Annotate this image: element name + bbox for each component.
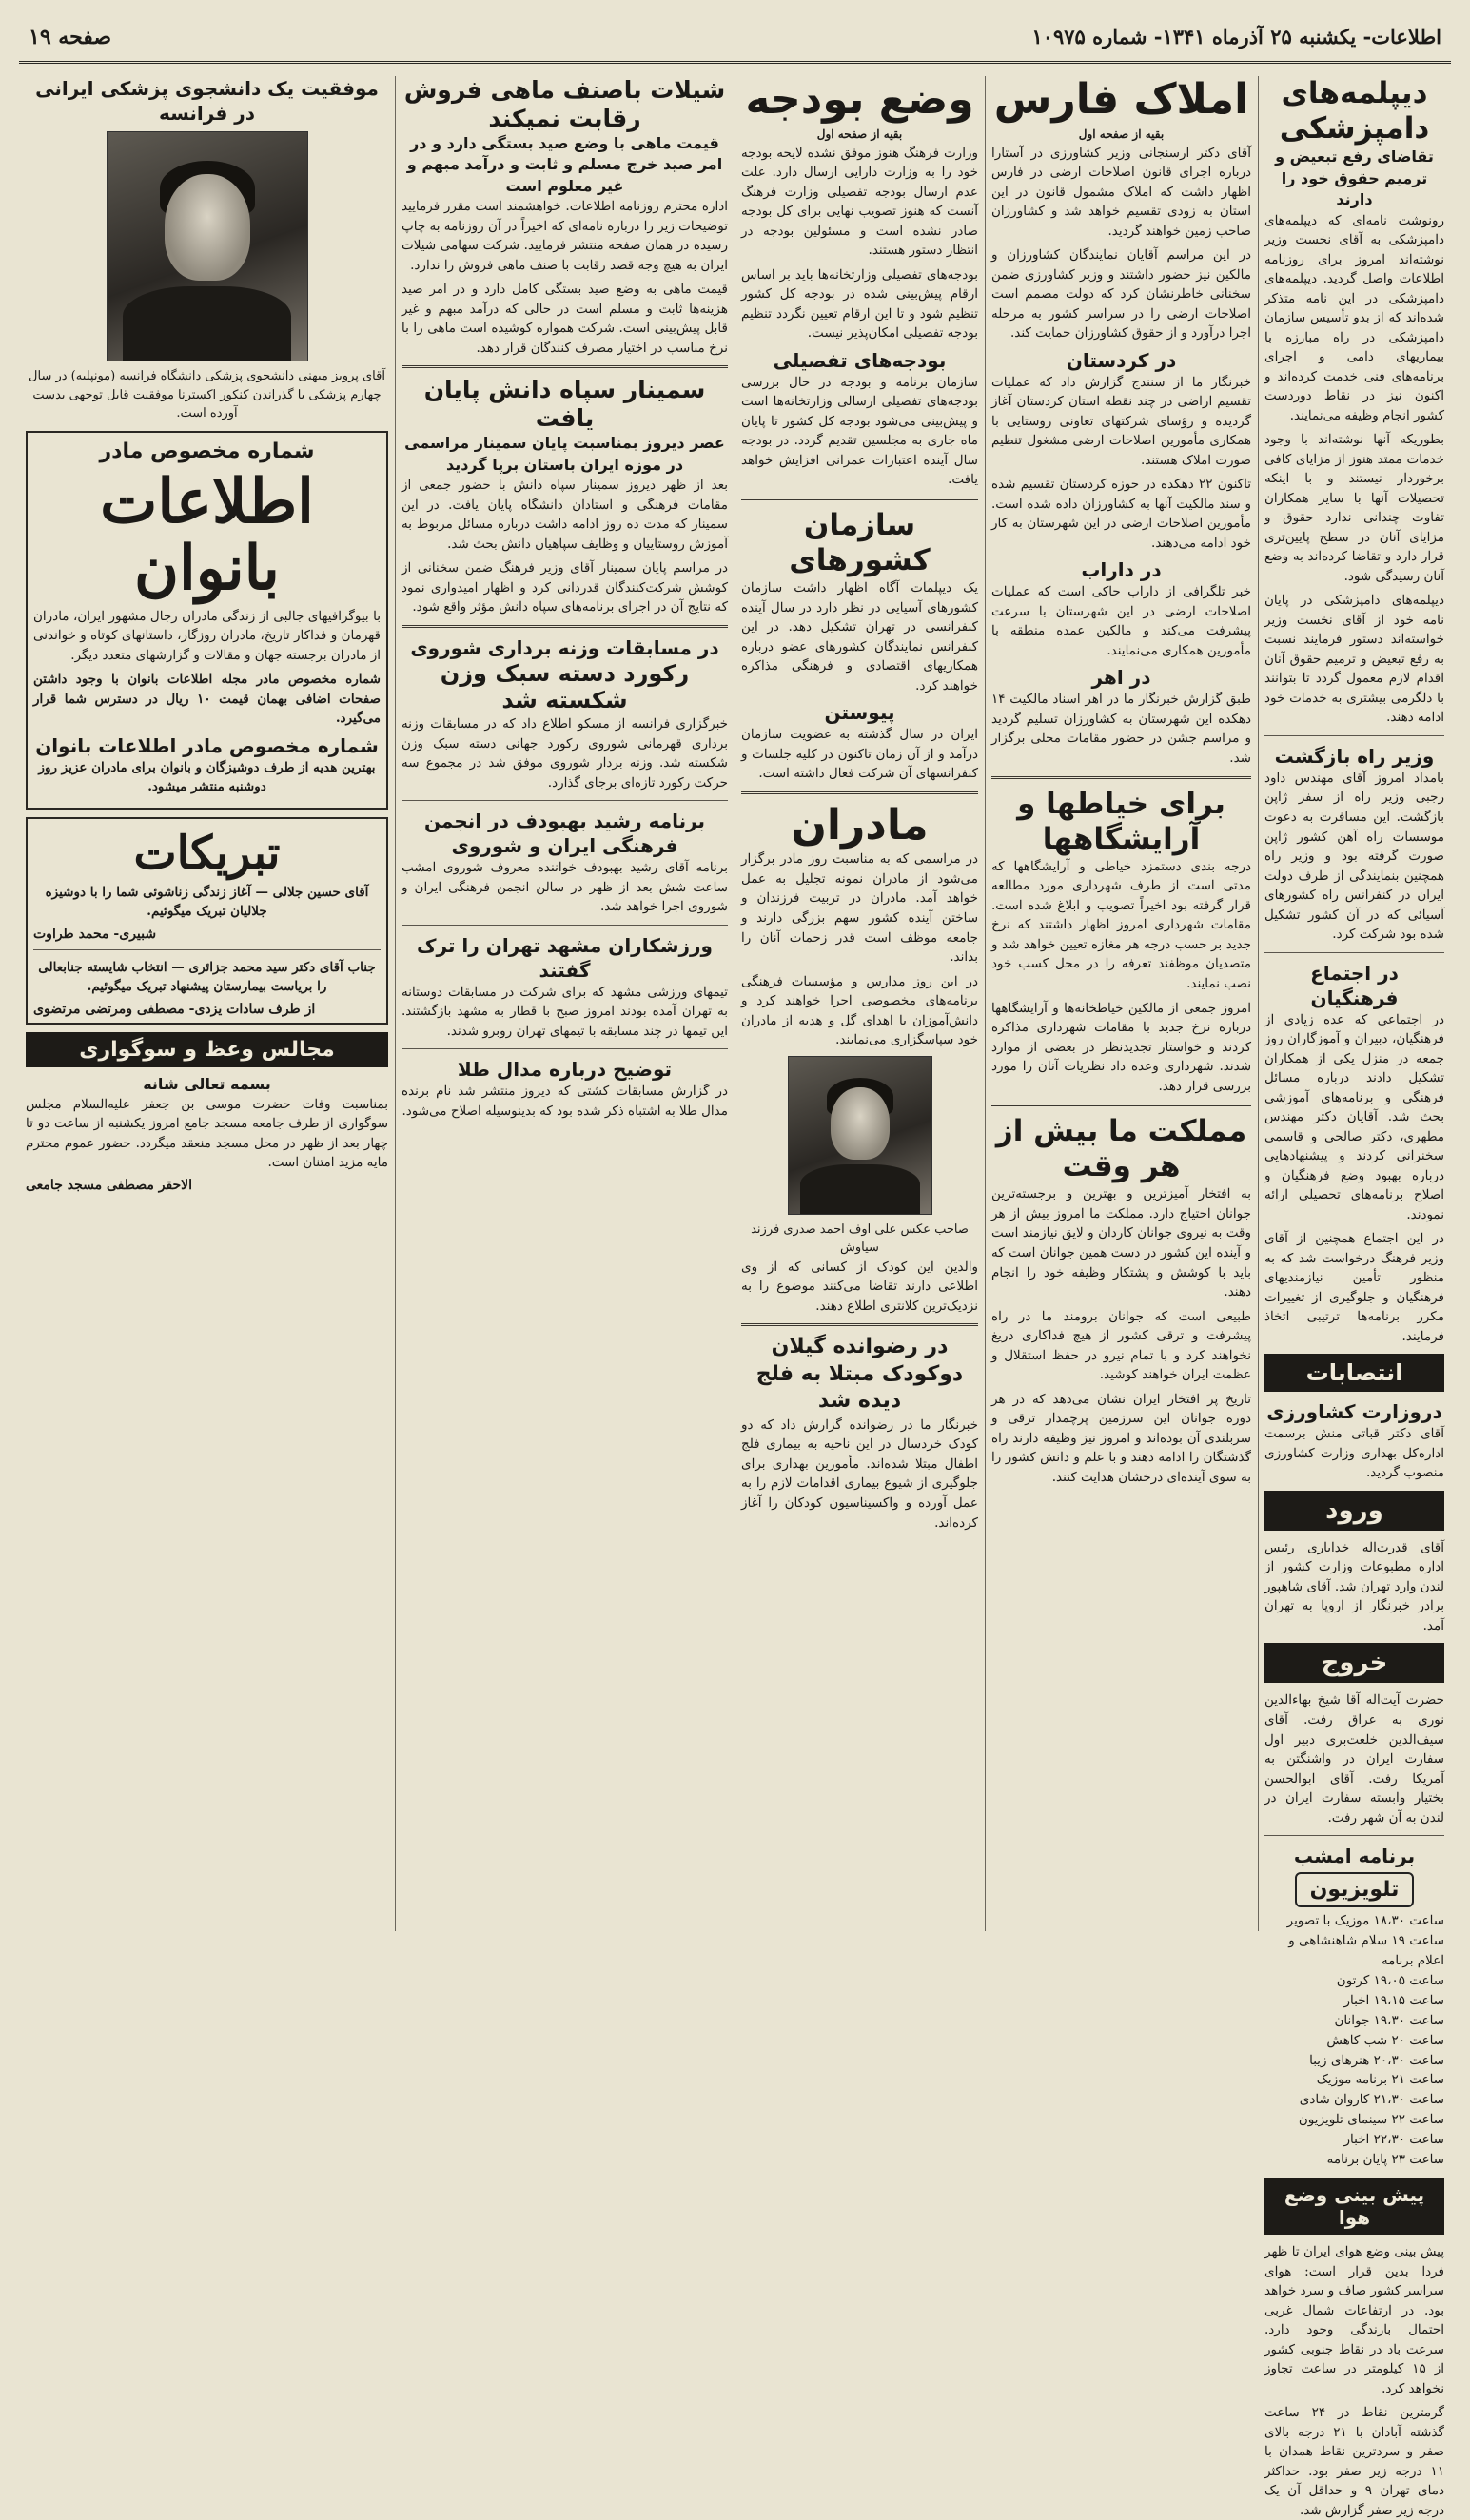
tv-schedule-item: ساعت ۱۹ سلام شاهنشاهی و اعلام برنامه [1288, 1933, 1444, 1968]
ad-text: بهترین هدیه از طرف دوشیزگان و بانوان برای مادران عزیز روز دوشنبه منتشر میشود. [38, 759, 376, 795]
headline-gilan-polio: در رضوانده گیلان دوکودک مبتلا به فلج دیده شد [755, 1335, 964, 1414]
headline-fisheries: شیلات باصنف ماهی فروش رقابت نمیکند [403, 76, 726, 132]
congrats-signature: شبیری- محمد طراوت [33, 926, 157, 942]
tv-schedule-item: ساعت ۲۱،۳۰ کاروان شادی [1299, 2092, 1444, 2108]
ad-kicker: شماره مخصوص مادر [99, 439, 315, 463]
article-text: ایران در سال گذشته به عضویت سازمان درآمد و از آن زمان تاکنون در کلیه جلسات و کنفرانسهای آن شرکت فعال داشته است. [741, 727, 978, 782]
article-text: به افتخار آمیزترین و بهترین و برجسته‌ترین جوانان احتیاج دارد. مملکت ما امروز بیش از هر وقت به نیروی جوانان کاردان و لایق نیازمند است و آینده این کشور در دست همین جوانان است که باید با کوشش و پشتکار وظیفه خود را انجام دهند. [991, 1186, 1251, 1300]
column-2 [985, 76, 1258, 1931]
article-text: در این اجتماع همچنین از آقای وزیر فرهنگ درخواست شد که به منظور تأمین نیازمندیهای فرهنگیان و جلوگیری از تغییرات مکرر برنامه‌ها ترتیبی اتخاذ فرمایند. [1264, 1231, 1444, 1344]
subhead-seminar: عصر دیروز بمناسبت پایان سمینار مراسمی در موزه ایران باستان برپا گردید [404, 434, 725, 474]
article-text: درجه بندی دستمزد خیاطی و آرایشگاهها که مدتی است از طرف شهرداری مورد مطالعه قرار گرفته بود اخیراً تصویب و ابلاغ شده است. مقامات شهرداری امروز اظهار داشتند که نرخ جدید بر حسب درجه هر مغازه تعیین خواهد شد و متصدیان موظفند تعرفه را در محل کسب خود نصب نمایند. [991, 858, 1251, 991]
headline-behboudov: برنامه رشید بهبودف در انجمن فرهنگی ایران و شوروی [423, 810, 706, 858]
headline-mashhad-athletes: ورزشکاران مشهد تهران را ترک گفتند [417, 933, 713, 982]
mourning-text: بمناسبت وفات حضرت موسی بن جعفر علیه‌السلام مجلس سوگواری از طرف جامعه مسجد جامع امروز یکشنبه از ساعت دو تا چهار بعد از ظهر در محل مسجد منعقد میگردد. حضور عموم محترم مایه مزید امتنان است. [26, 1096, 388, 1171]
headline-weightlifting: رکورد دسته سبک وزن شکسته شد [440, 659, 690, 714]
tv-schedule-item: ساعت ۲۳ پایان برنامه [1326, 2152, 1444, 2168]
photo-caption: صاحب عکس علی اوف احمد صدری فرزند سیاوش [751, 1221, 969, 1256]
headline-countries-org: سازمان کشورهای [789, 507, 931, 578]
headline-veterinary: دیپلمه‌های دامپزشکی [1279, 76, 1430, 147]
student-portrait-photo [107, 131, 308, 361]
student-photo-caption: آقای پرویز میهنی دانشجوی پزشکی دانشگاه فرانسه (مونپلیه) در سال چهارم پزشکی با گذراندن کنکور اکسترنا موفقیت قابل توجهی بدست آورده است. [29, 369, 385, 420]
tv-schedule-item: ساعت ۲۲،۳۰ اخبار [1343, 2132, 1444, 2148]
article-text: در مراسمی که به مناسبت روز مادر برگزار می‌شود از مادران نمونه تجلیل به عمل خواهد آمد. مادران در تربیت فرزندان و ساختن آینده کشور سهم بزرگی دارند و جامعه موظف است قدر زحمات آنان را بداند. [741, 851, 978, 966]
article-text: در اجتماعی که عده زیادی از فرهنگیان، دبیران و آموزگاران روز جمعه در منزل یکی از همکاران تشکیل دادند درباره مسائل فرهنگی و برنامه‌های آموزشی بحث شد. آقایان دکتر مهندس مطهری، دکتر صالحی و قاسمی سخنرانی کردند و پیشنهادهایی درباره بهبود وضع فرهنگیان و اصلاح برنامه‌های تحصیلی ارائه نمودند. [1264, 1011, 1444, 1222]
article-text: بامداد امروز آقای مهندس داود رجبی وزیر راه از سفر ژاپن بازگشت. این مسافرت به دعوت موسسات راه آهن کشور ژاپن صورت گرفته بود و وزیر راه همچنین بنمایندگی از طرف دولت ایران در کنفرانس راه کشورهای آسیائی که در آن کشور تشکیل شده بود شرکت کرد. [1264, 770, 1444, 943]
article-text: حضرت آیت‌اله آقا شیخ بهاءالدین نوری به عراق رفت. آقای سیف‌الدین خلعت‌بری دبیر اول سفارت ایران در واشنگتن به آمریکا رفت. آقای ابوالحسن بختیار وابسته سفارت ایران در لندن به آن شهر رفت. [1264, 1692, 1444, 1826]
headline-agriculture: دروزارت کشاورزی [1266, 1400, 1442, 1424]
headline-weightlifting-kicker: در مسابقات وزنه برداری شوروی [410, 635, 719, 659]
article-text: برنامه آقای رشید بهبودف خواننده معروف شوروی امشب ساعت شش بعد از ظهر در سالن انجمن فرهنگی ایران و شوروی اجرا خواهد شد. [402, 860, 728, 915]
ad-headline: شماره مخصوص مادر اطلاعات بانوان [35, 733, 379, 757]
congrats-signature: از طرف سادات یزدی- مصطفی ومرتضی مرتضوی [33, 1001, 316, 1017]
headline-teachers: در اجتماع فرهنگیان [1310, 961, 1399, 1009]
article-text: خبرنگار ما در رضوانده گزارش داد که دو کودک خردسال در این ناحیه به بیماری فلج اطفال مبتلا شده‌اند. مأمورین بهداری برای جلوگیری از شیوع بیماری اقدامات لازم را به عمل آورده و واکسیناسیون کودکان را آغاز کرده‌اند. [741, 1416, 978, 1531]
article-text: تاکنون ۲۲ دهکده در حوزه کردستان تقسیم شده و سند مالکیت آنها به کشاورزان داده شده است. مأمورین اصلاحات ارضی در این شهرستان به کار خود ادامه می‌دهند. [991, 477, 1251, 551]
congrats-text: جناب آقای دکتر سید محمد جزائری — انتخاب شایسته جنابعالی را بریاست بیمارستان پیشنهاد تبریک میگوئیم. [38, 959, 376, 995]
ad-text: شماره مخصوص مادر مجله اطلاعات بانوان با وجود داشتن صفحات اضافی بهمان قیمت ۱۰ ریال در دسترس شما قرار می‌گیرد. [33, 672, 381, 727]
article-text: آقای دکتر ارسنجانی وزیر کشاورزی در آستارا درباره اجرای قانون اصلاحات ارضی در فارس اظهار داشت که املاک مشمول قانون در این استان به زودی تقسیم خواهد شد و کشاورزان صاحب زمین خواهند گردید. [991, 145, 1251, 239]
masthead [19, 17, 1451, 64]
tv-logo: تلویزیون [1295, 1872, 1415, 1907]
headline-mothers: مادران [791, 800, 929, 850]
continued-label: بقیه از صفحه اول [816, 127, 903, 141]
headline-tailors-barbers: برای خیاطها و آرایشگاهها [1017, 786, 1225, 856]
article-text: طبیعی است که جوانان برومند ما در راه پیشرفت و ترقی کشور از هیچ فداکاری دریغ نخواهند کرد و با تمام نیرو در حفظ استقلال و عظمت ایران خواهند کوشید. [991, 1308, 1251, 1383]
headline-budget: وضع بودجه [745, 75, 974, 124]
article-text: امروز جمعی از مالکین خیاطخانه‌ها و آرایشگاهها درباره نرخ جدید با مقامات شهرداری مذاکره کردند و خواستار تجدیدنظر در بعضی از موارد شدند. شهرداری وعده داد نظریات آنان را مورد بررسی قرار دهد. [991, 1000, 1251, 1094]
column-4 [395, 76, 735, 1931]
headline-fars-estates: املاک فارس [993, 75, 1249, 124]
subhead-fisheries: قیمت ماهی با وضع صید بستگی دارد و در امر صید خرج مسلم و ثابت و درآمد مبهم و غیر معلوم است [406, 134, 723, 195]
section-weather: پیش بینی وضع هوا [1264, 2178, 1444, 2235]
article-text: اداره محترم روزنامه اطلاعات. خواهشمند است مقرر فرمایید توضیحات زیر را درباره نامه‌ای که اخیراً در آن روزنامه به چاپ رسیده در همان صفحه منتشر فرمایید. شرکت سهامی شیلات ایران به هیچ وجه قصد رقابت با صنف ماهی فروش را ندارد. [402, 199, 728, 273]
missing-child-photo [788, 1056, 932, 1215]
article-text: در گزارش مسابقات کشتی که دیروز منتشر شد نام برنده مدال طلا به اشتباه ذکر شده بود که بدینوسیله اصلاح می‌شود. [402, 1084, 728, 1119]
subhead-ahar: در اهر [1091, 666, 1151, 690]
section-appointments: انتصابات [1264, 1354, 1444, 1392]
tv-schedule-item: ساعت ۲۰ شب کاهش [1326, 2032, 1444, 2048]
headline-seminar: سمینار سپاه دانش پایان یافت [423, 376, 706, 433]
section-mourning: مجالس وعظ و سوگواری [26, 1032, 388, 1067]
section-departures: خروج [1264, 1643, 1444, 1683]
mothers-issue-ad [26, 431, 388, 811]
headline-gold-medal: توضیح درباره مدال طلا [457, 1058, 673, 1082]
tv-schedule-item: ساعت ۱۸،۳۰ موزیک با تصویر [1286, 1913, 1444, 1929]
section-arrivals: ورود [1264, 1491, 1444, 1531]
subhead-detailed-budgets: بودجه‌های تفصیلی [773, 348, 947, 372]
headline-our-country: مملکت ما بیش از هر وقت [995, 1114, 1247, 1184]
article-text: وزارت فرهنگ هنوز موفق نشده لایحه بودجه خود را به وزارت دارایی ارسال دارد. علت عدم ارسال بودجه تفصیلی وزارت فرهنگ آنست که هنوز تصویب نهایی برای کل بودجه صادر نشده است و مسئولین بودجه در انتظار دستور هستند. [741, 145, 978, 259]
mourning-invocation: بسمه تعالی شانه [143, 1074, 271, 1093]
masthead-page-number: صفحه ۱۹ [29, 25, 112, 49]
masthead-issue: اطلاعات- یکشنبه ۲۵ آذرماه ۱۳۴۱- شماره ۱۰۹۷۵ [1031, 25, 1441, 49]
headline-medical-student: موفقیت یک دانشجوی پزشکی ایرانی در فرانسه [35, 77, 379, 125]
subhead-joining: پیوستن [824, 701, 895, 725]
tv-schedule-item: ساعت ۲۱ برنامه موزیک [1316, 2072, 1444, 2088]
subhead-veterinary: تقاضای رفع تبعیض و ترمیم حقوق خود را دارند [1275, 147, 1434, 209]
article-text: قیمت ماهی به وضع صید بستگی کامل دارد و در امر صید هزینه‌ها ثابت و مسلم است در حالی که درآمد مبهم و غیر قابل پیش‌بینی است. شرکت همواره کوشیده است ماهی را با نرخ مناسب در اختیار مصرف کنندگان قرار دهد. [402, 282, 728, 356]
article-text: سازمان برنامه و بودجه در حال بررسی بودجه‌های تفصیلی ارسالی وزارتخانه‌ها است و پیش‌بینی می‌شود بودجه کل کشور تا پایان ماه جاری به مجلسین تقدیم گردد. در بودجه سال آینده اعتبارات عمرانی افزایش خواهد یافت. [741, 374, 978, 488]
headline-minister-return: وزیر راه بازگشت [1274, 744, 1435, 768]
column-3 [735, 76, 985, 1931]
subhead-kurdistan: در کردستان [1066, 348, 1177, 372]
article-text: در مراسم پایان سمینار آقای وزیر فرهنگ ضمن سخنانی از کوشش شرکت‌کنندگان قدردانی کرد و اظهار امیدواری نمود که نتایج آن در اجرای برنامه‌های سپاه دانش مؤثر واقع شود. [402, 560, 728, 615]
article-text: خبرنگار ما از سنندج گزارش داد که عملیات تقسیم اراضی در چند نقطه استان کردستان آغاز گردیده و رؤسای شرکتهای تعاونی روستایی با همکاری مأمورین اصلاحات ارضی مشغول تنظیم صورت املاک هستند. [991, 374, 1251, 468]
article-text: بعد از ظهر دیروز سمینار سپاه دانش با حضور جمعی از مقامات فرهنگی و استادان دانشگاه پایان یافت. در این سمینار که مدت ده روز ادامه داشت درباره مسائل مربوط به آموزش روستاییان و وظایف سپاهیان دانش بحث شد. [402, 478, 728, 552]
article-text: تاریخ پر افتخار ایران نشان می‌دهد که در هر دوره جوانان این سرزمین پرچمدار ترقی و سربلندی آن بوده‌اند و امروز نیز وظیفه دارند راه گذشتگان را ادامه دهند و با علم و دانش کشور را به سوی آینده‌ای درخشان هدایت کنند. [991, 1391, 1251, 1485]
congratulations-title: تبریکات [133, 827, 281, 880]
article-text: خبر تلگرافی از داراب حاکی است که عملیات اصلاحات ارضی در این شهرستان با سرعت پیشرفت می‌کند و مالکین عمده منطقه با مأمورین همکاری می‌نمایند. [991, 584, 1251, 658]
article-text: پیش بینی وضع هوای ایران تا ظهر فردا بدین قرار است: هوای سراسر کشور صاف و سرد خواهد بود. در ارتفاعات شمال غربی احتمال بارندگی وجود دارد. سرعت باد در نقاط جنوبی کشور از ۱۵ کیلومتر در ساعت تجاوز نخواهد کرد. [1264, 2244, 1444, 2396]
article-text: در این روز مدارس و مؤسسات فرهنگی برنامه‌های مخصوصی اجرا خواهند کرد و دانش‌آموزان با اهدای گل و هدیه از مادران خود سپاسگزاری می‌نمایند. [741, 973, 978, 1048]
article-text: رونوشت نامه‌ای که دیپلمه‌های دامپزشکی به آقای نخست وزیر نوشته‌اند امروز برای روزنامه اطلاعات واصل گردید. دیپلمه‌های دامپزشکی در این نامه متذکر شده‌اند که از بدو تأسیس سازمان دامپزشکی در راه مبارزه با بیماریهای دامی و اجرای برنامه‌های فنی خدمت کرده‌اند و اکنون نیز در نقاط دوردست کشور انجام وظیفه می‌نمایند. [1264, 212, 1444, 423]
article-text: بطوریکه آنها نوشته‌اند با وجود خدمات ممتد هنوز از مزایای کافی برخوردار نیستند و با اینکه تحصیلات آنها با سایر همکاران تفاوت چندانی ندارد حقوق و مزایای آنان در سطح پایین‌تری قرار دارد و تقاضا کرده‌اند به وضع آنان رسیدگی شود. [1264, 432, 1444, 584]
tv-schedule-item: ساعت ۱۹،۳۰ جوانان [1334, 2012, 1444, 2028]
article-text: تیمهای ورزشی مشهد که برای شرکت در مسابقات دوستانه به تهران آمده بودند امروز صبح با قطار به مشهد بازگشتند. این تیمها در چند مسابقه با تیمهای تهران روبرو شدند. [402, 984, 728, 1039]
article-text: بودجه‌های تفصیلی وزارتخانه‌ها باید بر اساس ارقام پیش‌بینی شده در بودجه کل کشور تنظیم شود و تا این ارقام تعیین نگردد تنظیم بودجه تفصیلی امکان‌پذیر نیست. [741, 266, 978, 342]
article-text: خبرگزاری فرانسه از مسکو اطلاع داد که در مسابقات وزنه برداری قهرمانی شوروی رکورد جهانی دسته سبک وزن شکسته شد. وزنه بردار شوروی موفق شد در مجموع سه حرکت رکورد تازه‌ای برجای گذارد. [402, 716, 728, 791]
article-text: آقای قدرت‌اله خدایاری رئیس اداره مطبوعات وزارت کشور از لندن وارد تهران شد. آقای شاهپور برادر خبرنگار از اروپا به تهران آمد. [1264, 1539, 1444, 1633]
tv-schedule-item: ساعت ۲۰،۳۰ هنرهای زیبا [1309, 2052, 1444, 2068]
headline-tonight-program: برنامه امشب [1293, 1845, 1416, 1868]
article-text: در این مراسم آقایان نمایندگان کشاورزان و مالکین نیز حضور داشتند و وزیر کشاورزی ضمن سخنانی خاطرنشان کرد که دولت مصمم است اصلاحات ارضی را در سراسر کشور به مرحله اجرا درآورد و از حقوق کشاورزان حمایت کند. [991, 247, 1251, 342]
article-text: آقای دکتر قباتی منش برسمت اداره‌کل بهداری وزارت کشاورزی منصوب گردید. [1264, 1426, 1444, 1481]
congratulations-box [26, 817, 388, 1025]
ad-banner-ettelaat-banovan: اطلاعات بانوان [100, 466, 314, 605]
subhead-darab: در داراب [1081, 558, 1162, 582]
article-text: والدین این کودک از کسانی که از وی اطلاعی دارند تقاضا می‌کنند موضوع را به نزدیک‌ترین کلانتری اطلاع دهند. [741, 1259, 978, 1314]
congrats-text: آقای حسین جلالی — آغاز زندگی زناشوئی شما را با دوشیزه جلالیان تبریک میگوئیم. [45, 884, 369, 920]
ad-text: با بیوگرافیهای جالبی از زندگی مادران رجال مشهور ایران، مادران قهرمان و فداکار تاریخ، مادران روزگار، داستانهای کوتاه و خواندنی از مادران برجسته جهان و مقالات و گزارشهای متعدد دیگر. [33, 608, 381, 663]
tv-schedule [1264, 1911, 1444, 2170]
mourning-signature: الاحقر مصطفی مسجد جامعی [26, 1177, 193, 1193]
article-text: دیپلمه‌های دامپزشکی در پایان نامه خود از آقای نخست وزیر خواسته‌اند دستور فرمایند نسبت به رفع تبعیض و ترمیم حقوق آنان اقدام لازم معمول گردد تا بتوانند با دلگرمی بیشتری به خدمات خود ادامه دهند. [1264, 593, 1444, 726]
article-text: یک دیپلمات آگاه اظهار داشت سازمان کشورهای آسیایی در نظر دارد در سال آینده کنفرانسی در تهران تشکیل دهد. در این کنفرانس نمایندگان کشورهای عضو درباره همکاریهای اقتصادی و فرهنگی مذاکره خواهند کرد. [741, 580, 978, 693]
tv-schedule-item: ساعت ۲۲ سینمای تلویزیون [1298, 2112, 1444, 2128]
article-text: طبق گزارش خبرنگار ما در اهر اسناد مالکیت ۱۴ دهکده این شهرستان به کشاورزان تسلیم گردید و مراسم جشن در حضور مقامات محلی برگزار شد. [991, 692, 1251, 766]
tv-schedule-item: ساعت ۱۹،۰۵ کرتون [1336, 1972, 1444, 1988]
article-text: گرمترین نقاط در ۲۴ ساعت گذشته آبادان با ۲۱ درجه بالای صفر و سردترین نقاط همدان با ۱۱ درجه زیر صفر بود. حداکثر دمای تهران ۹ و حداقل آن یک درجه زیر صفر گزارش شد. [1264, 2405, 1444, 2518]
column-1 [1258, 76, 1451, 2518]
continued-label: بقیه از صفحه اول [1078, 127, 1165, 141]
column-5 [19, 76, 395, 1931]
tv-schedule-item: ساعت ۱۹،۱۵ اخبار [1343, 1992, 1444, 2008]
